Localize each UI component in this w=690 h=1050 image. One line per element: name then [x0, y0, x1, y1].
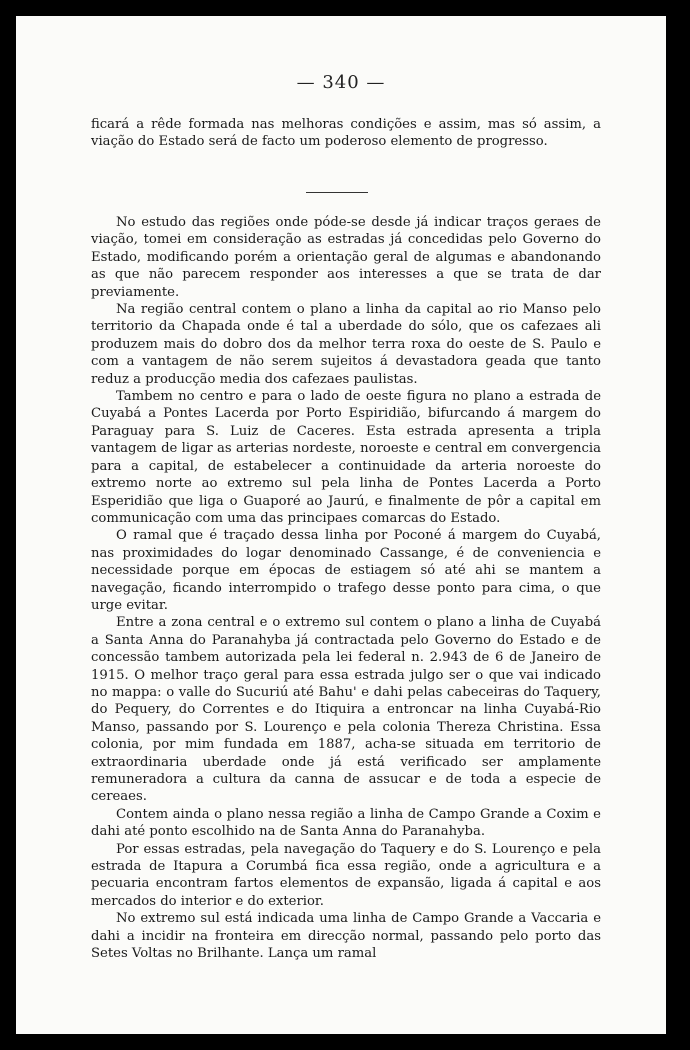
paragraph: Na região central contem o plano a linha da capital ao rio Manso pelo territorio da Chapada onde é tal a uberdade do sólo, que os cafezaes ali produzem mais do dobro dos da melhor terra roxa do oeste de S. Paulo e com a vantagem de não serem sujeitos á devastadora geada que tanto reduz a producção media dos cafezaes paulistas. — [91, 302, 601, 387]
section-divider — [306, 192, 368, 193]
paragraph: Tambem no centro e para o lado de oeste figura no plano a estrada de Cuyabá a Pontes Lacerda por Porto Espiridião, bifurcando á margem do Paraguay para S. Luiz de Caceres. Esta estrada apresenta a tripla vantagem de ligar as arterias nordeste, noroeste e central em convergencia para a capital, de estabelecer a continuidade da arteria noroeste do extremo norte ao extremo sul pela linha de Pontes Lacerda a Porto Esperidião que liga o Guaporé ao Jaurú, e finalmente de pôr a capital em communicação com uma das principaes comarcas do Estado. — [91, 389, 601, 526]
paragraph: No extremo sul está indicada uma linha de Campo Grande a Vaccaria e dahi a incidir na fronteira em direcção normal, passando pelo porto das Setes Voltas no Brilhante. Lança um ramal — [91, 911, 601, 962]
document-page — [16, 16, 666, 1034]
intro-paragraph: ficará a rêde formada nas melhoras condições e assim, mas só assim, a viação do Estado será de facto um poderoso elemento de progresso. — [91, 117, 601, 150]
paragraph: Entre a zona central e o extremo sul contem o plano a linha de Cuyabá a Santa Anna do Paranahyba já contractada pelo Governo do Estado e de concessão tambem autorizada pela lei federal n. 2.943 de 6 de Janeiro de 1915. O melhor traço geral para essa estrada julgo ser o que vai indicado no mappa: o valle do Sucuriú até Bahu' e dahi pelas cabeceiras do Taquery, do Pequery, do Correntes e do Itiquira a entroncar na linha Cuyabá-Rio Manso, passando por S. Lourenço e pela colonia Thereza Christina. Essa colonia, por mim fundada em 1887, acha-se situada em territorio de extraordinaria uberdade onde já está verificado ser amplamente remuneradora a cultura da canna de assucar e de toda a especie de cereaes. — [91, 615, 601, 805]
intro-text — [91, 116, 601, 151]
paragraph: No estudo das regiões onde póde-se desde já indicar traços geraes de viação, tomei em consideração as estradas já concedidas pelo Governo do Estado, modificando porém a orientação geral de algumas e abandonando as que não parecem responder aos interesses a que se trata de dar previamente. — [91, 215, 601, 300]
page-number: — 340 — — [296, 72, 386, 93]
body-text — [91, 214, 601, 962]
paragraph: O ramal que é traçado dessa linha por Poconé á margem do Cuyabá, nas proximidades do logar denominado Cassange, é de conveniencia e necessidade porque em épocas de estiagem só até ahi se mantem a navegação, ficando interrompido o trafego desse ponto para cima, o que urge evitar. — [91, 528, 601, 613]
paragraph: Por essas estradas, pela navegação do Taquery e do S. Lourenço e pela estrada de Itapura a Corumbá fica essa região, onde a agricultura e a pecuaria encontram fartos elementos de expansão, ligada á capital e aos mercados do interior e do exterior. — [91, 841, 601, 909]
paragraph: Contem ainda o plano nessa região a linha de Campo Grande a Coxim e dahi até ponto escolhido na de Santa Anna do Paranahyba. — [91, 806, 601, 840]
